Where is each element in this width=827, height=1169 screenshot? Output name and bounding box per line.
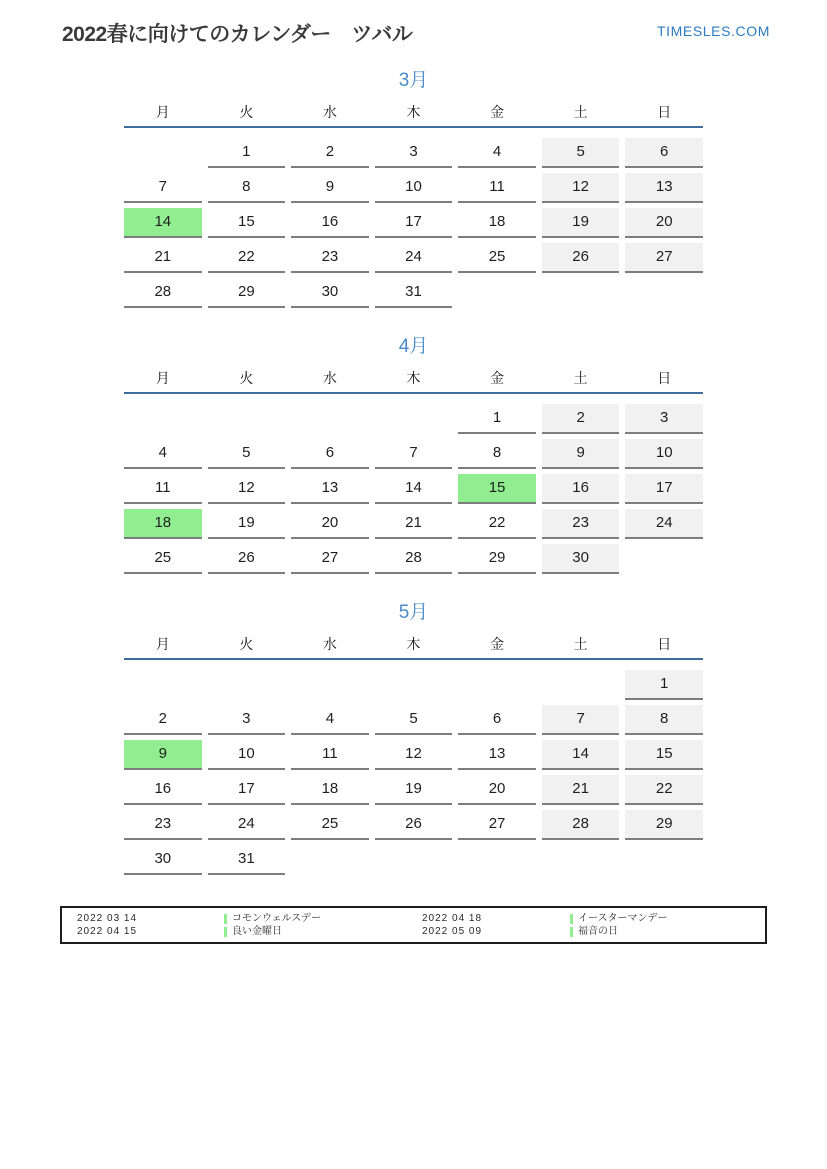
- weekday-header: [124, 100, 703, 124]
- date-cell: 14: [542, 740, 620, 770]
- empty-cell: [124, 404, 202, 434]
- date-cell: 13: [625, 173, 703, 203]
- date-cell: 29: [625, 810, 703, 840]
- week-row: [124, 474, 703, 504]
- date-cell: 8: [208, 173, 286, 203]
- month-grid: [124, 670, 703, 875]
- highlighted-date-cell: 15: [458, 474, 536, 504]
- date-cell: 16: [291, 208, 369, 238]
- legend-holiday-name: 良い金曜日: [232, 926, 282, 937]
- date-cell: 12: [375, 740, 453, 770]
- date-cell: 8: [458, 439, 536, 469]
- weekday-label: 金: [490, 636, 505, 652]
- empty-cell: [208, 670, 286, 700]
- weekday-label: 水: [322, 104, 337, 120]
- date-cell: 21: [542, 775, 620, 805]
- date-cell: 5: [542, 138, 620, 168]
- weekday-label: 日: [657, 104, 672, 120]
- legend-date: 2022 03 14: [77, 913, 138, 924]
- date-cell: 2: [124, 705, 202, 735]
- date-cell: 28: [542, 810, 620, 840]
- date-cell: 22: [625, 775, 703, 805]
- month-grid: [124, 404, 703, 574]
- month-grid: [124, 138, 703, 308]
- date-cell: 26: [375, 810, 453, 840]
- weekday-label: 木: [406, 636, 421, 652]
- week-row: [124, 810, 703, 840]
- date-cell: 19: [375, 775, 453, 805]
- weekday-label: 土: [573, 636, 588, 652]
- weekday-label: 火: [239, 104, 254, 120]
- date-cell: 31: [375, 278, 453, 308]
- empty-cell: [542, 670, 620, 700]
- legend-holiday-label: [224, 912, 422, 925]
- date-cell: 25: [124, 544, 202, 574]
- legend-holiday-label: [570, 925, 765, 938]
- date-cell: 19: [542, 208, 620, 238]
- date-cell: 27: [291, 544, 369, 574]
- date-cell: 24: [375, 243, 453, 273]
- date-cell: 18: [458, 208, 536, 238]
- date-cell: 1: [458, 404, 536, 434]
- empty-cell: [375, 404, 453, 434]
- month-april: [124, 332, 703, 574]
- week-row: [124, 439, 703, 469]
- week-row: [124, 404, 703, 434]
- empty-cell: [458, 278, 536, 308]
- empty-cell: [375, 845, 453, 875]
- legend-color-bar: [224, 914, 227, 924]
- date-cell: 1: [625, 670, 703, 700]
- date-cell: 11: [458, 173, 536, 203]
- empty-cell: [124, 670, 202, 700]
- date-cell: 22: [208, 243, 286, 273]
- date-cell: 16: [542, 474, 620, 504]
- month-title-april: 4月: [398, 336, 429, 357]
- weekday-header: [124, 366, 703, 390]
- legend-date: 2022 04 18: [422, 913, 483, 924]
- legend-box: [60, 906, 767, 944]
- date-cell: 17: [375, 208, 453, 238]
- date-cell: 27: [625, 243, 703, 273]
- date-cell: 13: [458, 740, 536, 770]
- empty-cell: [625, 278, 703, 308]
- page-title: 2022春に向けてのカレンダー ツバル: [62, 23, 413, 46]
- weekday-label: 火: [239, 636, 254, 652]
- date-cell: 5: [375, 705, 453, 735]
- date-cell: 25: [458, 243, 536, 273]
- date-cell: 11: [291, 740, 369, 770]
- empty-cell: [458, 845, 536, 875]
- date-cell: 10: [375, 173, 453, 203]
- weekday-label: 土: [573, 104, 588, 120]
- date-cell: 31: [208, 845, 286, 875]
- highlighted-date-cell: 14: [124, 208, 202, 238]
- date-cell: 12: [208, 474, 286, 504]
- weekday-label: 月: [155, 370, 170, 386]
- date-cell: 3: [625, 404, 703, 434]
- date-cell: 21: [124, 243, 202, 273]
- date-cell: 24: [208, 810, 286, 840]
- date-cell: 9: [291, 173, 369, 203]
- legend-holiday-name: イースターマンデー: [578, 913, 668, 924]
- weekday-label: 金: [490, 104, 505, 120]
- weekday-label: 月: [155, 636, 170, 652]
- legend-holiday-name: コモンウェルスデー: [232, 913, 322, 924]
- date-cell: 1: [208, 138, 286, 168]
- weekday-label: 日: [657, 370, 672, 386]
- date-cell: 23: [291, 243, 369, 273]
- site-logo-link[interactable]: TIMESLES.COM: [657, 23, 770, 39]
- date-cell: 4: [458, 138, 536, 168]
- month-title-may: 5月: [398, 602, 429, 623]
- date-cell: 16: [124, 775, 202, 805]
- weekday-label: 木: [406, 370, 421, 386]
- date-cell: 23: [542, 509, 620, 539]
- week-row: [124, 845, 703, 875]
- empty-cell: [291, 845, 369, 875]
- date-cell: 7: [375, 439, 453, 469]
- week-row: [124, 243, 703, 273]
- date-cell: 14: [375, 474, 453, 504]
- weekday-label: 水: [322, 636, 337, 652]
- empty-cell: [458, 670, 536, 700]
- date-cell: 10: [208, 740, 286, 770]
- date-cell: 20: [291, 509, 369, 539]
- weekday-label: 月: [155, 104, 170, 120]
- legend-holiday-label: [224, 925, 422, 938]
- legend-date: 2022 04 15: [77, 926, 138, 937]
- date-cell: 19: [208, 509, 286, 539]
- date-cell: 10: [625, 439, 703, 469]
- date-cell: 2: [542, 404, 620, 434]
- empty-cell: [625, 544, 703, 574]
- date-cell: 2: [291, 138, 369, 168]
- date-cell: 30: [291, 278, 369, 308]
- highlighted-date-cell: 18: [124, 509, 202, 539]
- legend-color-bar: [570, 914, 573, 924]
- date-cell: 25: [291, 810, 369, 840]
- week-row: [124, 208, 703, 238]
- week-row: [124, 509, 703, 539]
- months-container: [124, 66, 703, 899]
- date-cell: 6: [291, 439, 369, 469]
- weekday-header: [124, 632, 703, 656]
- empty-cell: [124, 138, 202, 168]
- date-cell: 24: [625, 509, 703, 539]
- legend-color-bar: [224, 927, 227, 937]
- week-row: [124, 775, 703, 805]
- legend-holiday-label: [570, 912, 765, 925]
- legend-color-bar: [570, 927, 573, 937]
- weekday-label: 日: [657, 636, 672, 652]
- date-cell: 18: [291, 775, 369, 805]
- weekday-label: 土: [573, 370, 588, 386]
- date-cell: 15: [208, 208, 286, 238]
- month-divider-line: [124, 126, 703, 128]
- week-row: [124, 138, 703, 168]
- empty-cell: [625, 845, 703, 875]
- date-cell: 30: [542, 544, 620, 574]
- date-cell: 17: [625, 474, 703, 504]
- week-row: [124, 544, 703, 574]
- date-cell: 5: [208, 439, 286, 469]
- date-cell: 29: [208, 278, 286, 308]
- date-cell: 4: [291, 705, 369, 735]
- week-row: [124, 705, 703, 735]
- date-cell: 7: [542, 705, 620, 735]
- date-cell: 27: [458, 810, 536, 840]
- date-cell: 29: [458, 544, 536, 574]
- week-row: [124, 670, 703, 700]
- month-divider-line: [124, 392, 703, 394]
- empty-cell: [542, 845, 620, 875]
- empty-cell: [542, 278, 620, 308]
- week-row: [124, 740, 703, 770]
- date-cell: 17: [208, 775, 286, 805]
- month-march: [124, 66, 703, 308]
- date-cell: 28: [124, 278, 202, 308]
- date-cell: 11: [124, 474, 202, 504]
- date-cell: 12: [542, 173, 620, 203]
- date-cell: 3: [375, 138, 453, 168]
- date-cell: 28: [375, 544, 453, 574]
- date-cell: 21: [375, 509, 453, 539]
- month-may: [124, 598, 703, 875]
- date-cell: 7: [124, 173, 202, 203]
- date-cell: 20: [458, 775, 536, 805]
- date-cell: 22: [458, 509, 536, 539]
- legend-date: 2022 05 09: [422, 926, 483, 937]
- date-cell: 4: [124, 439, 202, 469]
- month-title-march: 3月: [398, 70, 429, 91]
- date-cell: 26: [542, 243, 620, 273]
- date-cell: 20: [625, 208, 703, 238]
- date-cell: 8: [625, 705, 703, 735]
- weekday-label: 火: [239, 370, 254, 386]
- weekday-label: 木: [406, 104, 421, 120]
- weekday-label: 金: [490, 370, 505, 386]
- date-cell: 13: [291, 474, 369, 504]
- date-cell: 15: [625, 740, 703, 770]
- date-cell: 3: [208, 705, 286, 735]
- empty-cell: [291, 404, 369, 434]
- date-cell: 6: [625, 138, 703, 168]
- highlighted-date-cell: 9: [124, 740, 202, 770]
- date-cell: 23: [124, 810, 202, 840]
- date-cell: 9: [542, 439, 620, 469]
- weekday-label: 水: [322, 370, 337, 386]
- week-row: [124, 173, 703, 203]
- empty-cell: [375, 670, 453, 700]
- month-divider-line: [124, 658, 703, 660]
- empty-cell: [291, 670, 369, 700]
- date-cell: 30: [124, 845, 202, 875]
- date-cell: 6: [458, 705, 536, 735]
- empty-cell: [208, 404, 286, 434]
- date-cell: 26: [208, 544, 286, 574]
- week-row: [124, 278, 703, 308]
- legend-holiday-name: 福音の日: [578, 926, 618, 937]
